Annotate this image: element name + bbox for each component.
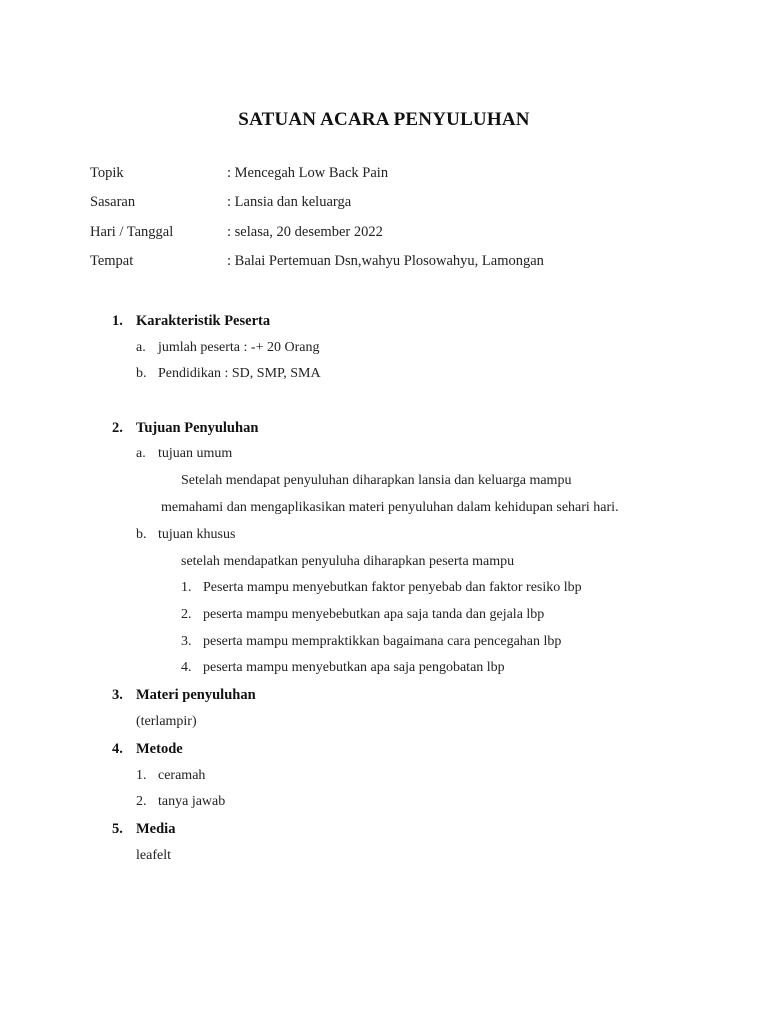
subsection-label: tujuan umum <box>158 446 233 461</box>
section-number: 5. <box>112 821 123 837</box>
list-marker: a. <box>136 340 146 355</box>
section-title: Karakteristik Peserta <box>136 313 271 329</box>
list-marker: a. <box>136 446 146 461</box>
list-item: jumlah peserta : -+ 20 Orang <box>158 340 320 355</box>
list-item: ceramah <box>158 768 206 783</box>
paragraph-line: setelah mendapatkan penyuluha diharapkan peserta mampu <box>181 554 515 569</box>
section-title: Metode <box>136 741 183 757</box>
list-marker: b. <box>136 527 147 542</box>
paragraph-line: memahami dan mengaplikasikan materi penyuluhan dalam kehidupan sehari hari. <box>161 500 619 515</box>
section-number: 4. <box>112 741 123 757</box>
list-item: Peserta mampu menyebutkan faktor penyebab dan faktor resiko lbp <box>203 580 582 595</box>
section-title: Materi penyuluhan <box>136 687 256 703</box>
list-marker: 1. <box>181 580 192 595</box>
list-marker: 4. <box>181 660 192 675</box>
section-text: leafelt <box>136 848 171 863</box>
subsection-label: tujuan khusus <box>158 527 236 542</box>
section-text: (terlampir) <box>136 714 197 729</box>
section-title: Tujuan Penyuluhan <box>136 420 259 436</box>
list-marker: b. <box>136 366 147 381</box>
list-item: Pendidikan : SD, SMP, SMA <box>158 366 321 381</box>
section-number: 3. <box>112 687 123 703</box>
list-marker: 3. <box>181 634 192 649</box>
meta-value: : Mencegah Low Back Pain <box>227 165 389 181</box>
meta-label: Sasaran <box>90 194 136 210</box>
meta-label: Topik <box>90 165 124 181</box>
paragraph-line: Setelah mendapat penyuluhan diharapkan lansia dan keluarga mampu <box>181 473 572 488</box>
section-number: 2. <box>112 420 123 436</box>
meta-label: Tempat <box>90 253 134 269</box>
document-title: SATUAN ACARA PENYULUHAN <box>238 109 530 130</box>
list-marker: 2. <box>181 607 192 622</box>
list-marker: 1. <box>136 768 147 783</box>
list-item: peserta mampu menyebebutkan apa saja tanda dan gejala lbp <box>203 607 545 622</box>
section-title: Media <box>136 821 176 837</box>
meta-value: : selasa, 20 desember 2022 <box>227 224 383 240</box>
meta-label: Hari / Tanggal <box>90 224 174 240</box>
section-number: 1. <box>112 313 123 329</box>
list-marker: 2. <box>136 794 147 809</box>
list-item: tanya jawab <box>158 794 226 809</box>
list-item: peserta mampu menyebutkan apa saja pengobatan lbp <box>203 660 505 675</box>
meta-value: : Balai Pertemuan Dsn,wahyu Plosowahyu, Lamongan <box>227 253 544 269</box>
meta-value: : Lansia dan keluarga <box>227 194 352 210</box>
list-item: peserta mampu mempraktikkan bagaimana cara pencegahan lbp <box>203 634 562 649</box>
